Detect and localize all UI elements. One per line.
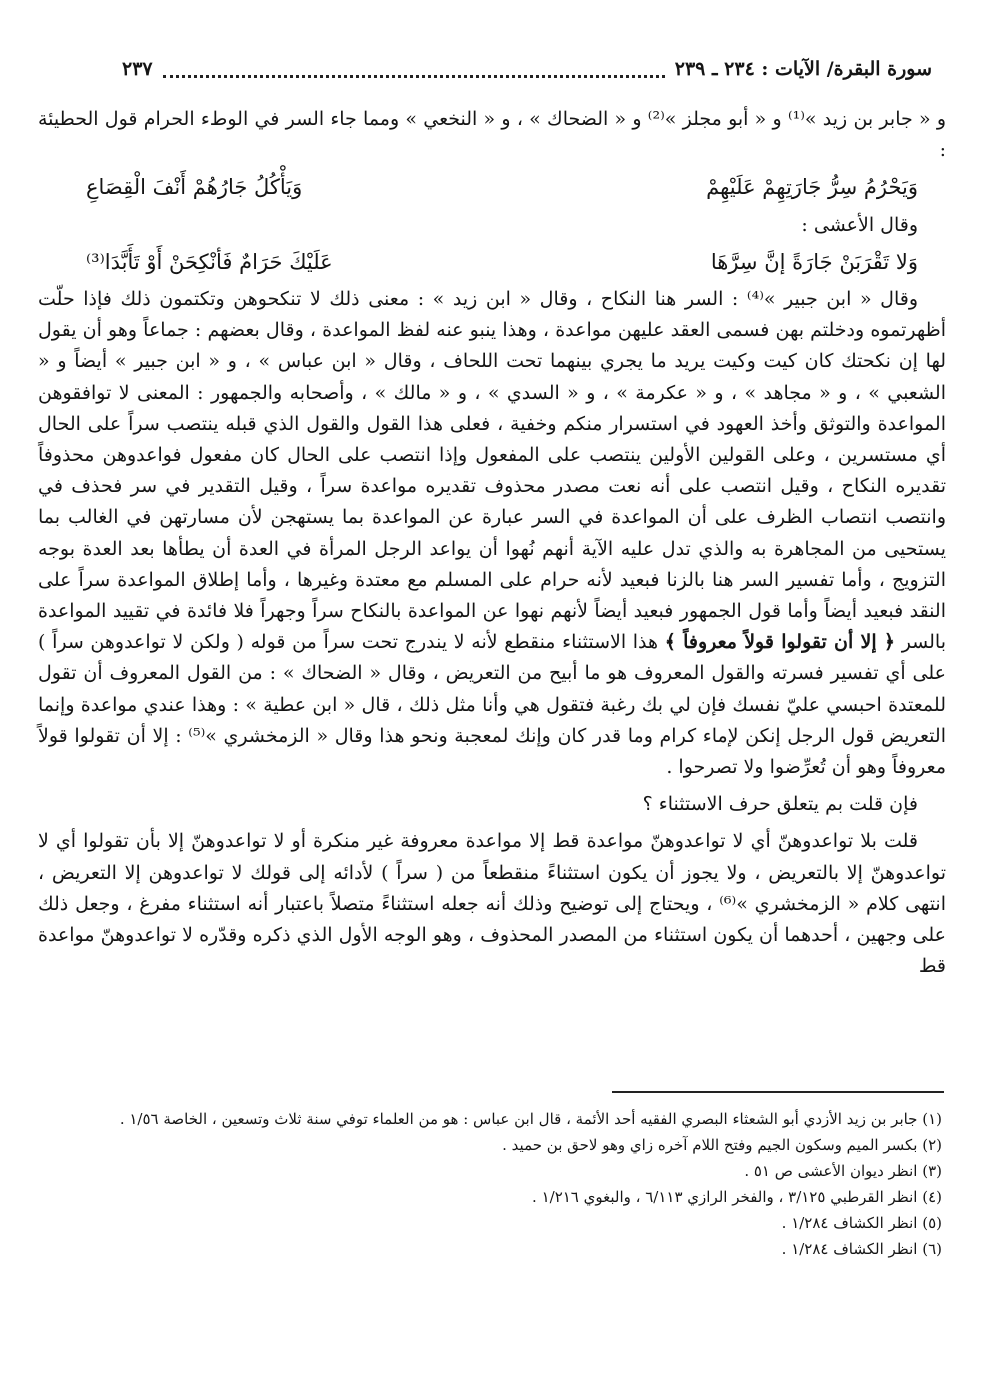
paragraph: فإن قلت بم يتعلق حرف الاستثناء ؟ (642, 793, 918, 816)
page-number: ٢٣٧ (122, 58, 153, 80)
footnote-separator (612, 1091, 944, 1093)
verse-hemistich: عَلَيْكَ حَرَامٌ فَأنْكِحَنْ أَوْ تَأَبَّدَا⁽³⁾ (86, 249, 333, 274)
verse-hemistich: وَلا تَقْرَبَنْ جَارَةً إنَّ سِرَّهَا (710, 249, 918, 274)
main-text (38, 104, 946, 982)
dotted-leader (163, 61, 665, 78)
paragraph: قلت بلا تواعدوهنّ أي لا تواعدوهنّ مواعدة قط إلا مواعدة معروفة غير منكرة أو لا تواعدوهنّ إلا بأن تقولوا أي لا تواعدوهنّ إلا بالتعريض ، ولا يجوز أن يكون استثناءً منقطعاً من ( سراً ) لأدائه إلى قولك لا تواعدوهن إلا التعريض ، انتهى كلام « الزمخشري »⁽⁶⁾ ، ويحتاج إلى توضيح وذلك أنه جعله استثناءً متصلاً باعتبار أنه استثناء مفرغ ، وجعل ذلك على وجهين ، أحدهما أن يكون استثناء من المصدر المحذوف ، وهو الوجه الأول الذي ذكره وقدّره لا تواعدوهنّ مواعدة قط (38, 830, 946, 978)
page-header (122, 52, 932, 86)
running-title: سورة البقرة/ الآيات : ٢٣٤ ـ ٢٣٩ (674, 58, 932, 80)
paragraph-text: هذا الاستثناء منقطع لأنه لا يندرج تحت سراً من قوله ( ولكن لا تواعدوهن سراً ) على أي تفسير فسرته والقول المعروف هو ما أبيح من التعريض ، وقال « الضحاك » : من القول المعروف أن تقول للمعتدة احبسي عليّ نفسك فإن لي بك رغبة فتقول هي وأنا مثل ذلك ، قال « ابن عطية » : وهذا عندي مواعدة وإنما التعريض قول الرجل إنكن لإماء كرام وما قدر كان وإنك لمعجبة ونحو هذا وقال « الزمخشري »⁽⁵⁾ : إلا أن تقولوا قولاً معروفاً وهو أن تُعرِّضوا ولا تصرحوا . (38, 631, 946, 779)
verse (38, 166, 946, 209)
paragraph-text: وقال « ابن جبير »⁽⁴⁾ : السر هنا النكاح ، وقال « ابن زيد » : معنى ذلك لا تنكحوهن وتكتمون ذلك فإذا حلّت أظهرتموه ودخلتم بهن فسمى العقد عليهن مواعدة ، وهذا ينبو عنه لفظ المواعدة ، وقال بعضهم : جماعاً وهو أن يقول لها إن نكحتك كان كيت وكيت يريد ما يجري بينهما تحت اللحاف ، وقال « ابن عباس » ، و « ابن جبير » أيضاً و « الشعبي » ، و « مجاهد » ، و « عكرمة » ، و « السدي » ، و « مالك » ، وأصحابه والجمهور : المعنى لا توافقوهن المواعدة والتوثق وأخذ العهود في استسرار منكم وخفية ، فعلى هذا القول والقول الذي قبله ينتصب سراً على الحال أي مستسرين ، وعلى القولين الأولين ينتصب على المفعول وإذا انتصب على الحال كان مفعول فواعدوهن محذوفاً تقديره النكاح ، وقيل انتصب على أنه نعت مصدر محذوف تقديره مواعدة سراً ، وقيل التقدير في سر فحذف في وانتصب انتصاب الظرف على أن المواعدة في السر عبارة عن المواعدة بما يستهجن لأن مسارتهن في الغالب بما يستحيى من المجاهرة به والذي تدل عليه الآية أنهم نُهوا أن يواعد الرجل المرأة في العدة أن يطأها بعد العدة بوجه التزويج ، وأما تفسير السر هنا بالزنا فبعيد لأنه حرام على المسلم مع معتدة وغيرها ، وأما إطلاق المواعدة سراً على النقد فبعيد أيضاً وأما قول الجمهور فبعيد أيضاً لأنهم نهوا عن المواعدة بالنكاح سراً وجهراً فلا فائدة في تقييد المواعدة بالسر (38, 288, 946, 654)
footnotes (90, 1106, 942, 1262)
footnote: (٣) انظر ديوان الأعشى ص ٥١ . (744, 1162, 942, 1180)
footnote: (٦) انظر الكشاف ١/٢٨٤ . (781, 1240, 942, 1258)
verse (38, 241, 946, 284)
quran-citation: ﴿ إلا أن تقولوا قولاً معروفاً ﴾ (664, 631, 896, 654)
footnote: (١) جابر بن زيد الأزدي أبو الشعثاء البصري الفقيه أحد الأئمة ، قال ابن عباس : هو من العلماء توفي سنة ثلاث وتسعين ، الخاصة ١/٥٦ . (119, 1110, 942, 1128)
paragraph: و « جابر بن زيد »⁽¹⁾ و « أبو مجلز »⁽²⁾ و « الضحاك » ، و « النخعي » ومما جاء السر في الوطء الحرام قول الحطيئة : (38, 108, 946, 162)
footnote: (٢) بكسر الميم وسكون الجيم وفتح اللام آخره زاي وهو لاحق بن حميد . (502, 1136, 942, 1154)
footnote: (٥) انظر الكشاف ١/٢٨٤ . (781, 1214, 942, 1232)
verse-hemistich: وَيَأْكُلُ جَارُهُمْ أَنْفَ الْقِصَاعِ (86, 175, 303, 200)
paragraph: وقال الأعشى : (801, 213, 918, 236)
footnote: (٤) انظر القرطبي ٣/١٢٥ ، والفخر الرازي ٦/١١٣ ، والبغوي ١/٢١٦ . (532, 1188, 942, 1206)
verse-hemistich: وَيَحْرُمُ سِرُّ جَارَتِهِمْ عَلَيْهِمْ (706, 175, 918, 200)
paragraph (38, 284, 946, 783)
